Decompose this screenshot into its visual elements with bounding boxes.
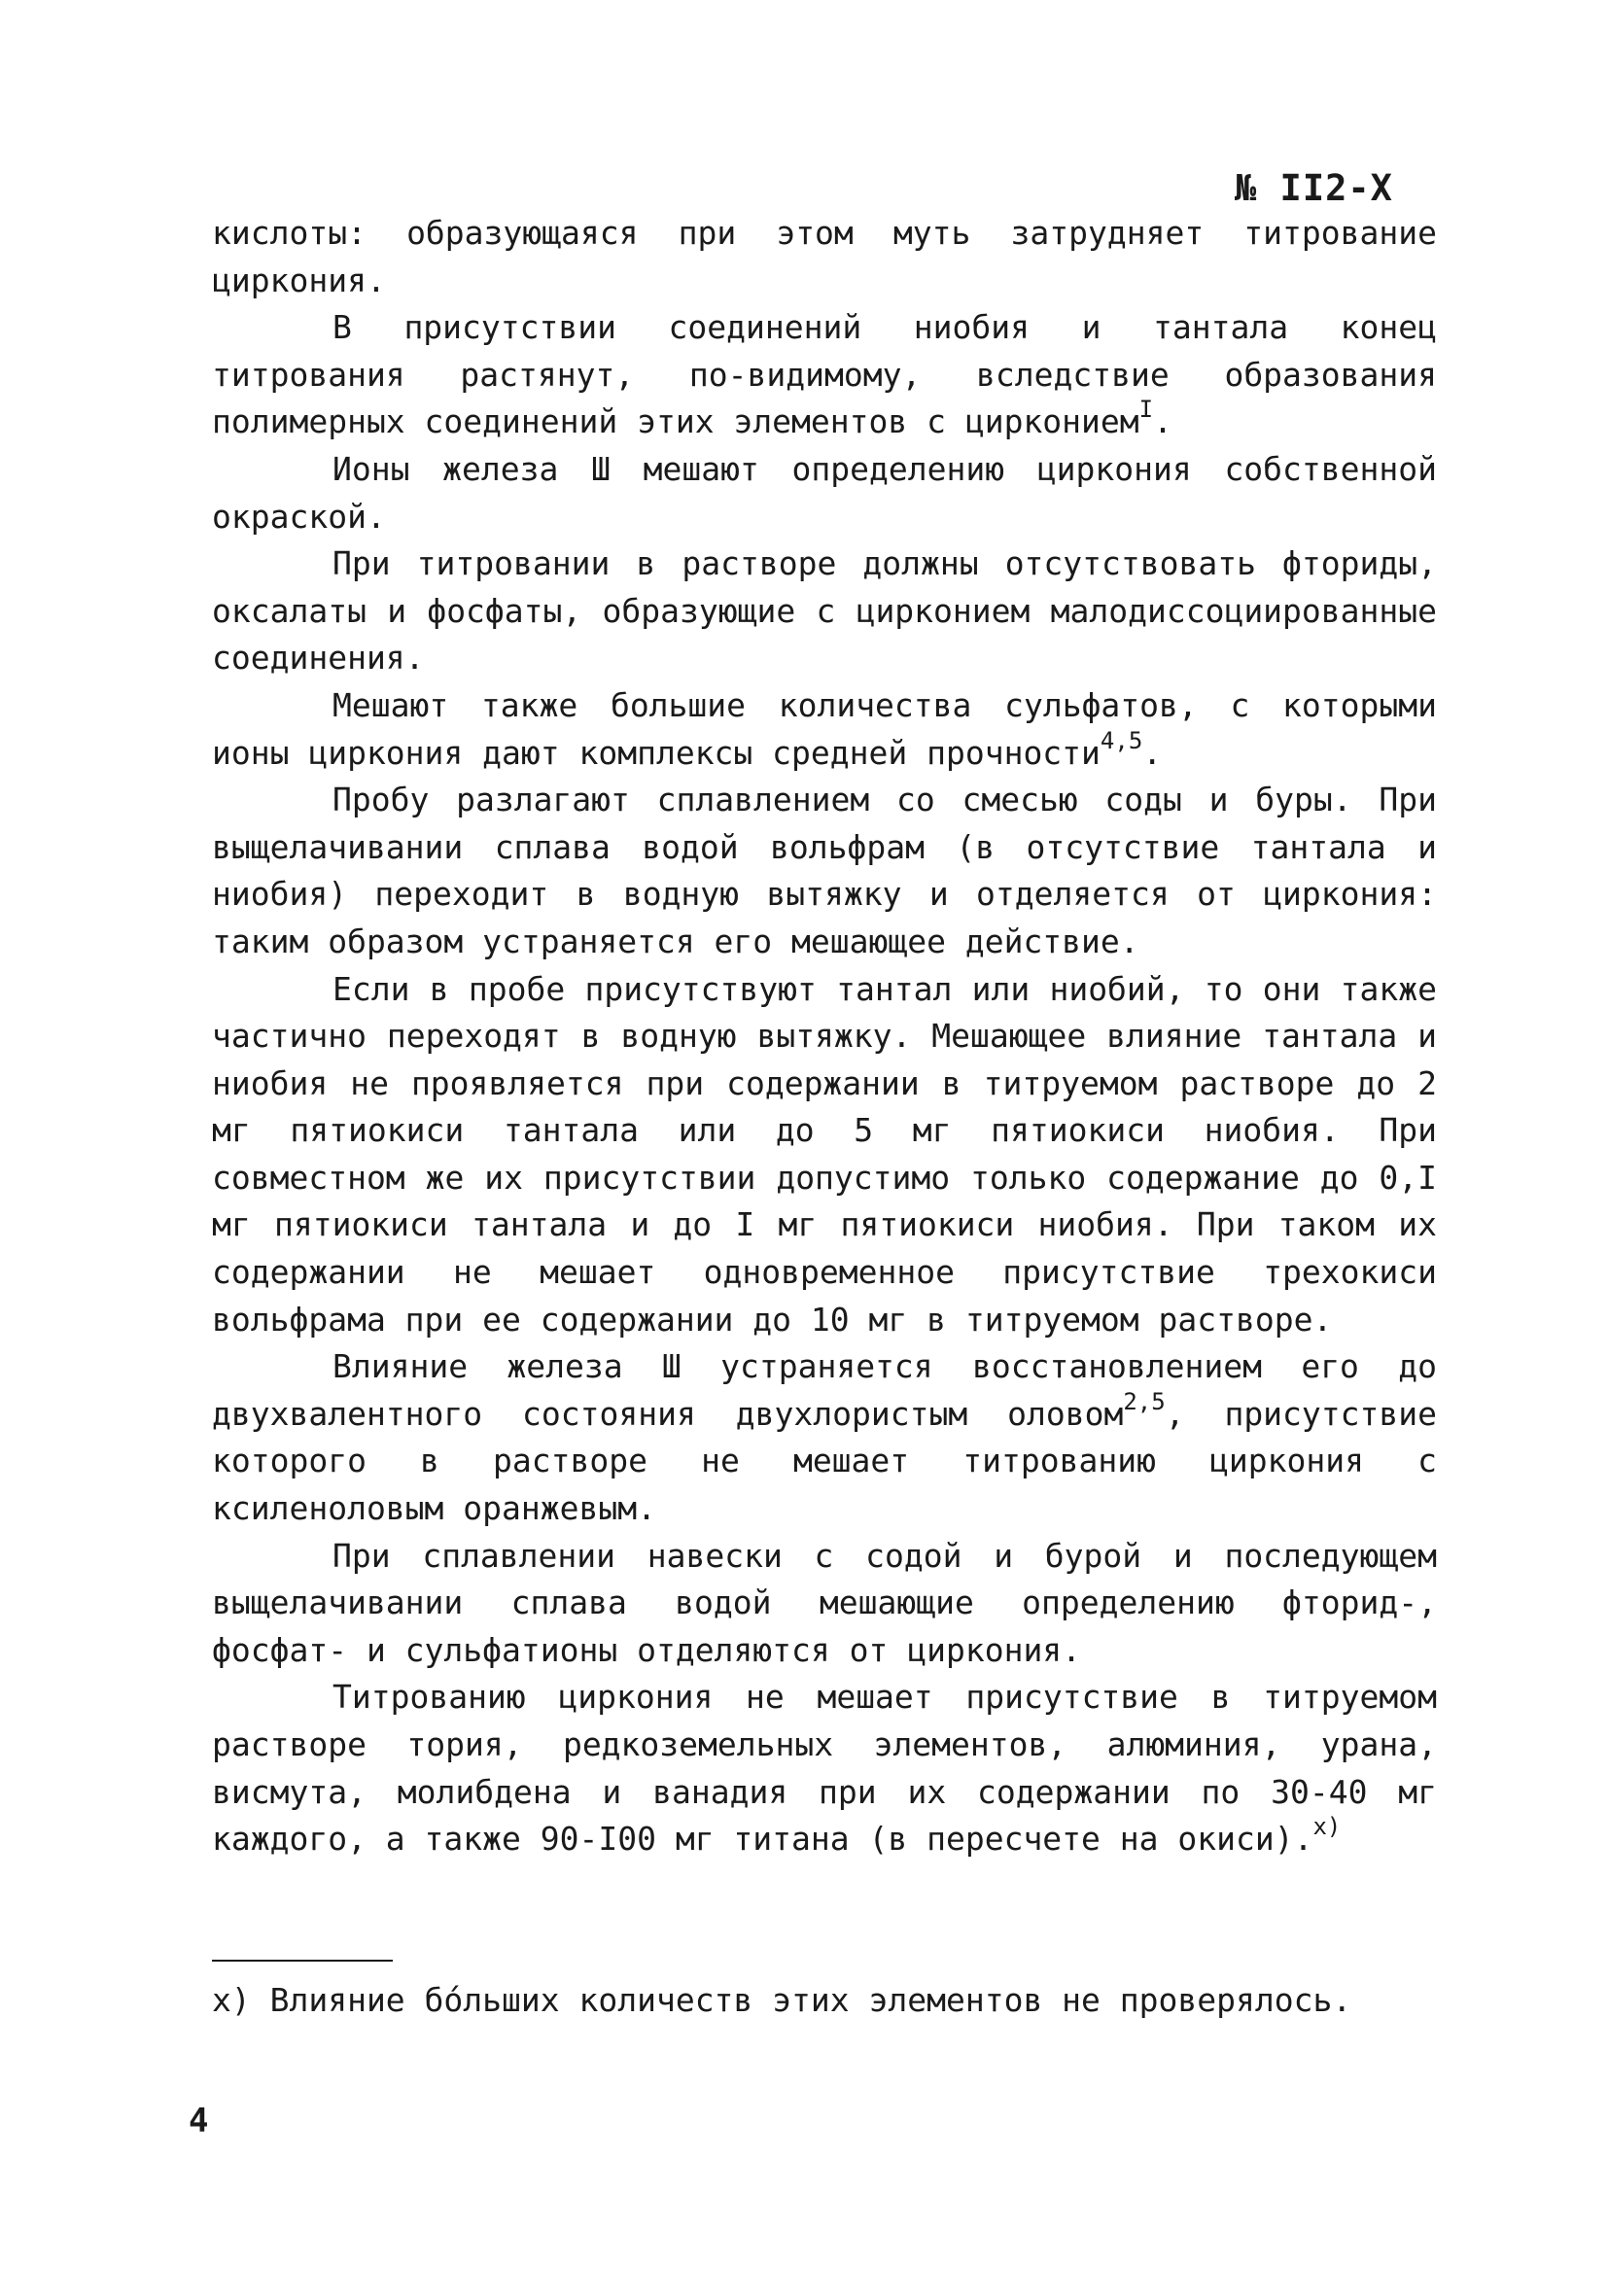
paragraph-10: Титрованию циркония не мешает присутствие в титруемом растворе тория, редкоземельных элементов, алюминия, урана, висмута, молибдена и ванадия при их содержании по 30-40 мг каждого, а также 90-I00 мг титана (в пересчете на окиси).$^{x)}$ [212,1678,1437,1859]
paragraph-4: При титровании в растворе должны отсутствовать фториды, оксалаты и фосфаты, образующие с цирконием малодиссоциированные соединения. [212,544,1437,678]
paragraph-2: В присутствии соединений ниобия и тантала конец титрования растянут, по-видимому, вследствие образования полимерных соединений этих элементов с цирконием$^I$. [212,308,1437,441]
paragraph-3: Ионы железа Ш мешают определению циркония собственной окраской. [212,449,1437,536]
paragraph-1: кислоты: образующаяся при этом муть затрудняет титрование циркония. [212,214,1437,299]
body-text [212,210,1437,1863]
document-number: № II2-X [1235,167,1393,209]
paragraph-7: Если в пробе присутствуют тантал или ниобий, то они также частично переходят в водную вытяжку. Мешающее влияние тантала и ниобия не проявляется при содержании в титруемом растворе до 2 мг пятиокиси тантала или до 5 мг пятиокиси ниобия. При совместном же их присутствии допустимо только содержание до 0,I мг пятиокиси тантала и до I мг пятиокиси ниобия. При таком их содержании не мешает одновременное присутствие трехокиси вольфрама при ее содержании до 10 мг в титруемом растворе. [212,969,1437,1339]
paragraph-9: При сплавлении навески с содой и бурой и последующем выщелачивании сплава водой мешающие определению фторид-, фосфат- и сульфатионы отделяются от циркония. [212,1536,1437,1669]
reference-superscript: 2,5 [1123,1387,1166,1415]
footnote-marker: x) [1312,1813,1342,1841]
page-number: 4 [189,2102,209,2140]
paragraph-6: Пробу разлагают сплавлением со смесью соды и буры. При выщелачивании сплава водой вольфрам (в отсутствие тантала и ниобия) переходит в водную вытяжку и отделяется от циркония: таким образом устраняется его мешающее действие. [212,781,1437,960]
reference-superscript: I [1138,396,1154,424]
paragraph-8: Влияние железа Ш устраняется восстановлением его до двухвалентного состояния двухлористым оловом$^{2,5}$, присутствие которого в растворе не мешает титрованию циркония с ксиленоловым оранжевым. [212,1347,1437,1528]
footnote: x) Влияние бóльших количеств этих элементов не проверялось. [212,1981,1352,2019]
footnote-separator [212,1960,393,1962]
reference-superscript: 4,5 [1100,726,1143,754]
paragraph-5: Мешают также большие количества сульфатов, с которыми ионы циркония дают комплексы средней прочности$^{4,5}$. [212,685,1437,772]
